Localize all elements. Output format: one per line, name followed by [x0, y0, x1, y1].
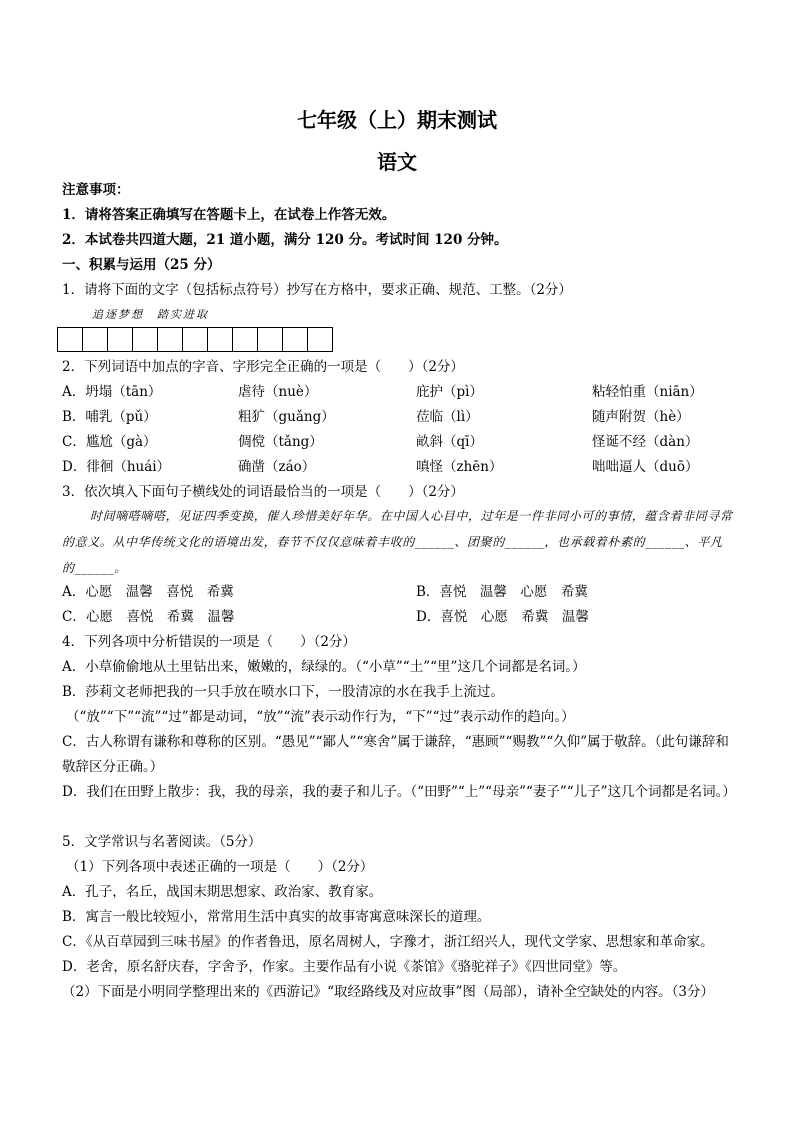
q5-sub1: （1）下列各项中表述正确的一项是（ ）（2分）: [66, 859, 374, 875]
q4-stem: 4．下列各项中分析错误的一项是（ ）（2分）: [62, 634, 356, 650]
notice-heading: 注意事项：: [62, 182, 130, 198]
answer-grid-cell[interactable]: [207, 327, 233, 352]
q3-option-c: C．心愿 喜悦 希冀 温馨: [62, 609, 235, 625]
q4-option-d: D．我们在田野上散步：我，我的母亲，我的妻子和儿子。（“田野”“上”“母亲”“妻子”“儿子”这几个词都是名词。）: [62, 784, 736, 800]
notice-item-1: 1．请将答案正确填写在答题卡上，在试卷上作答无效。: [62, 207, 396, 223]
q2-option-b-4: 随声附贺（hè）: [592, 409, 690, 425]
q5-option-a: A．孔子，名丘，战国末期思想家、政治家、教育家。: [62, 884, 383, 900]
q2-option-a-3: 庇护（pì）: [416, 384, 483, 400]
q2-option-b-3: 莅临（lì）: [416, 409, 479, 425]
q1-handwriting: 追逐梦想 踏实进取: [92, 308, 209, 321]
q2-option-a-2: 虐待（nuè）: [238, 384, 318, 400]
q5-option-b: B．寓言一般比较短小，常常用生活中真实的故事寄寓意味深长的道理。: [62, 909, 491, 925]
answer-grid-cell[interactable]: [82, 327, 108, 352]
q4-option-b-analysis: （“放”“下”“流”“过”都是动词，“放”“流”表示动作行为，“下”“过”表示动作的趋向。）: [66, 709, 575, 725]
answer-grid-cell[interactable]: [157, 327, 183, 352]
q1-stem: 1．请将下面的文字（包括标点符号）抄写在方格中，要求正确、规范、工整。（2分）: [62, 282, 572, 298]
q5-option-c: C．《从百草园到三味书屋》的作者鲁迅，原名周树人，字豫才，浙江绍兴人，现代文学家、思想家和革命家。: [62, 934, 714, 950]
q2-option-c-3: 畝斜（qī）: [416, 434, 483, 450]
answer-grid-cell[interactable]: [132, 327, 158, 352]
q2-option-a-4: 粘轻怕重（niān）: [592, 384, 703, 400]
q3-option-a: A．心愿 温馨 喜悦 希冀: [62, 584, 234, 600]
q2-option-c-2: 倜傥（tǎng）: [238, 434, 323, 450]
answer-grid-cell[interactable]: [57, 327, 83, 352]
answer-grid-cell[interactable]: [307, 327, 333, 352]
q4-option-c: C．古人称谓有谦称和尊称的区别。“愚见”“鄙人”“寒舍”属于谦辞，“惠顾”“赐教”“久仰”属于敬辞。（此句谦辞和敬辞区分正确。）: [62, 734, 729, 775]
q5-stem: 5．文学常识与名著阅读。（5分）: [62, 834, 262, 850]
q2-option-c-1: C．尴尬（gà）: [62, 434, 157, 450]
q3-option-d: D．喜悦 心愿 希冀 温馨: [416, 609, 589, 625]
q4-option-b: B．莎莉文老师把我的一只手放在喷水口下，一股清凉的水在我手上流过。: [62, 684, 504, 700]
q3-option-b: B．喜悦 温馨 心愿 希冀: [416, 584, 588, 600]
answer-grid-cell[interactable]: [107, 327, 133, 352]
answer-grid-cell[interactable]: [182, 327, 208, 352]
answer-grid-cell[interactable]: [232, 327, 258, 352]
q3-stem: 3．依次填入下面句子横线处的词语最恰当的一项是（ ）（2分）: [62, 484, 464, 500]
answer-grid-cell[interactable]: [282, 327, 308, 352]
q5-sub2: （2）下面是小明同学整理出来的《西游记》“取经路线及对应故事”图（局部），请补全空缺处的内容。（3分）: [62, 984, 714, 1000]
q2-option-a-1: A．坍塌（tān）: [62, 384, 162, 400]
q3-passage: 时间嘀嗒嘀嗒，见证四季变换，催人珍惜美好年华。在中国人心目中，过年是一件非同小可的事情，蕴含着非同寻常的意义。从中华传统文化的语境出发，春节不仅仅意味着丰收的______、团聚的______，也承载着朴素的______、平凡的______。: [62, 509, 733, 575]
q2-option-d-3: 嗔怪（zhēn）: [416, 459, 503, 475]
q2-option-b-1: B．哺乳（pǔ）: [62, 409, 157, 425]
answer-grid-cell[interactable]: [257, 327, 283, 352]
q2-option-d-4: 咄咄逼人（duō）: [592, 459, 699, 475]
notice-item-2: 2．本试卷共四道大题，21 道小题，满分 120 分。考试时间 120 分钟。: [62, 232, 508, 248]
q2-option-d-2: 确凿（záo）: [238, 459, 316, 475]
q2-option-d-1: D．徘徊（huái）: [62, 459, 171, 475]
q4-option-a: A．小草偷偷地从土里钻出来，嫩嫩的，绿绿的。（“小草”“土”“里”这几个词都是名词。）: [62, 659, 586, 675]
q2-stem: 2．下列词语中加点的字音、字形完全正确的一项是（ ）（2分）: [62, 359, 464, 375]
q5-option-d: D．老舍，原名舒庆春，字舍予，作家。主要作品有小说《茶馆》《骆驼祥子》《四世同堂》等。: [62, 959, 627, 975]
q2-option-b-2: 粗犷（guǎng）: [238, 409, 335, 425]
section-heading: 一、积累与运用（25 分）: [62, 257, 221, 273]
exam-title: 七年级（上）期末测试: [297, 108, 497, 132]
answer-grid[interactable]: [58, 327, 333, 352]
q2-option-c-4: 怪诞不经（dàn）: [592, 434, 699, 450]
subject-title: 语文: [377, 150, 417, 174]
